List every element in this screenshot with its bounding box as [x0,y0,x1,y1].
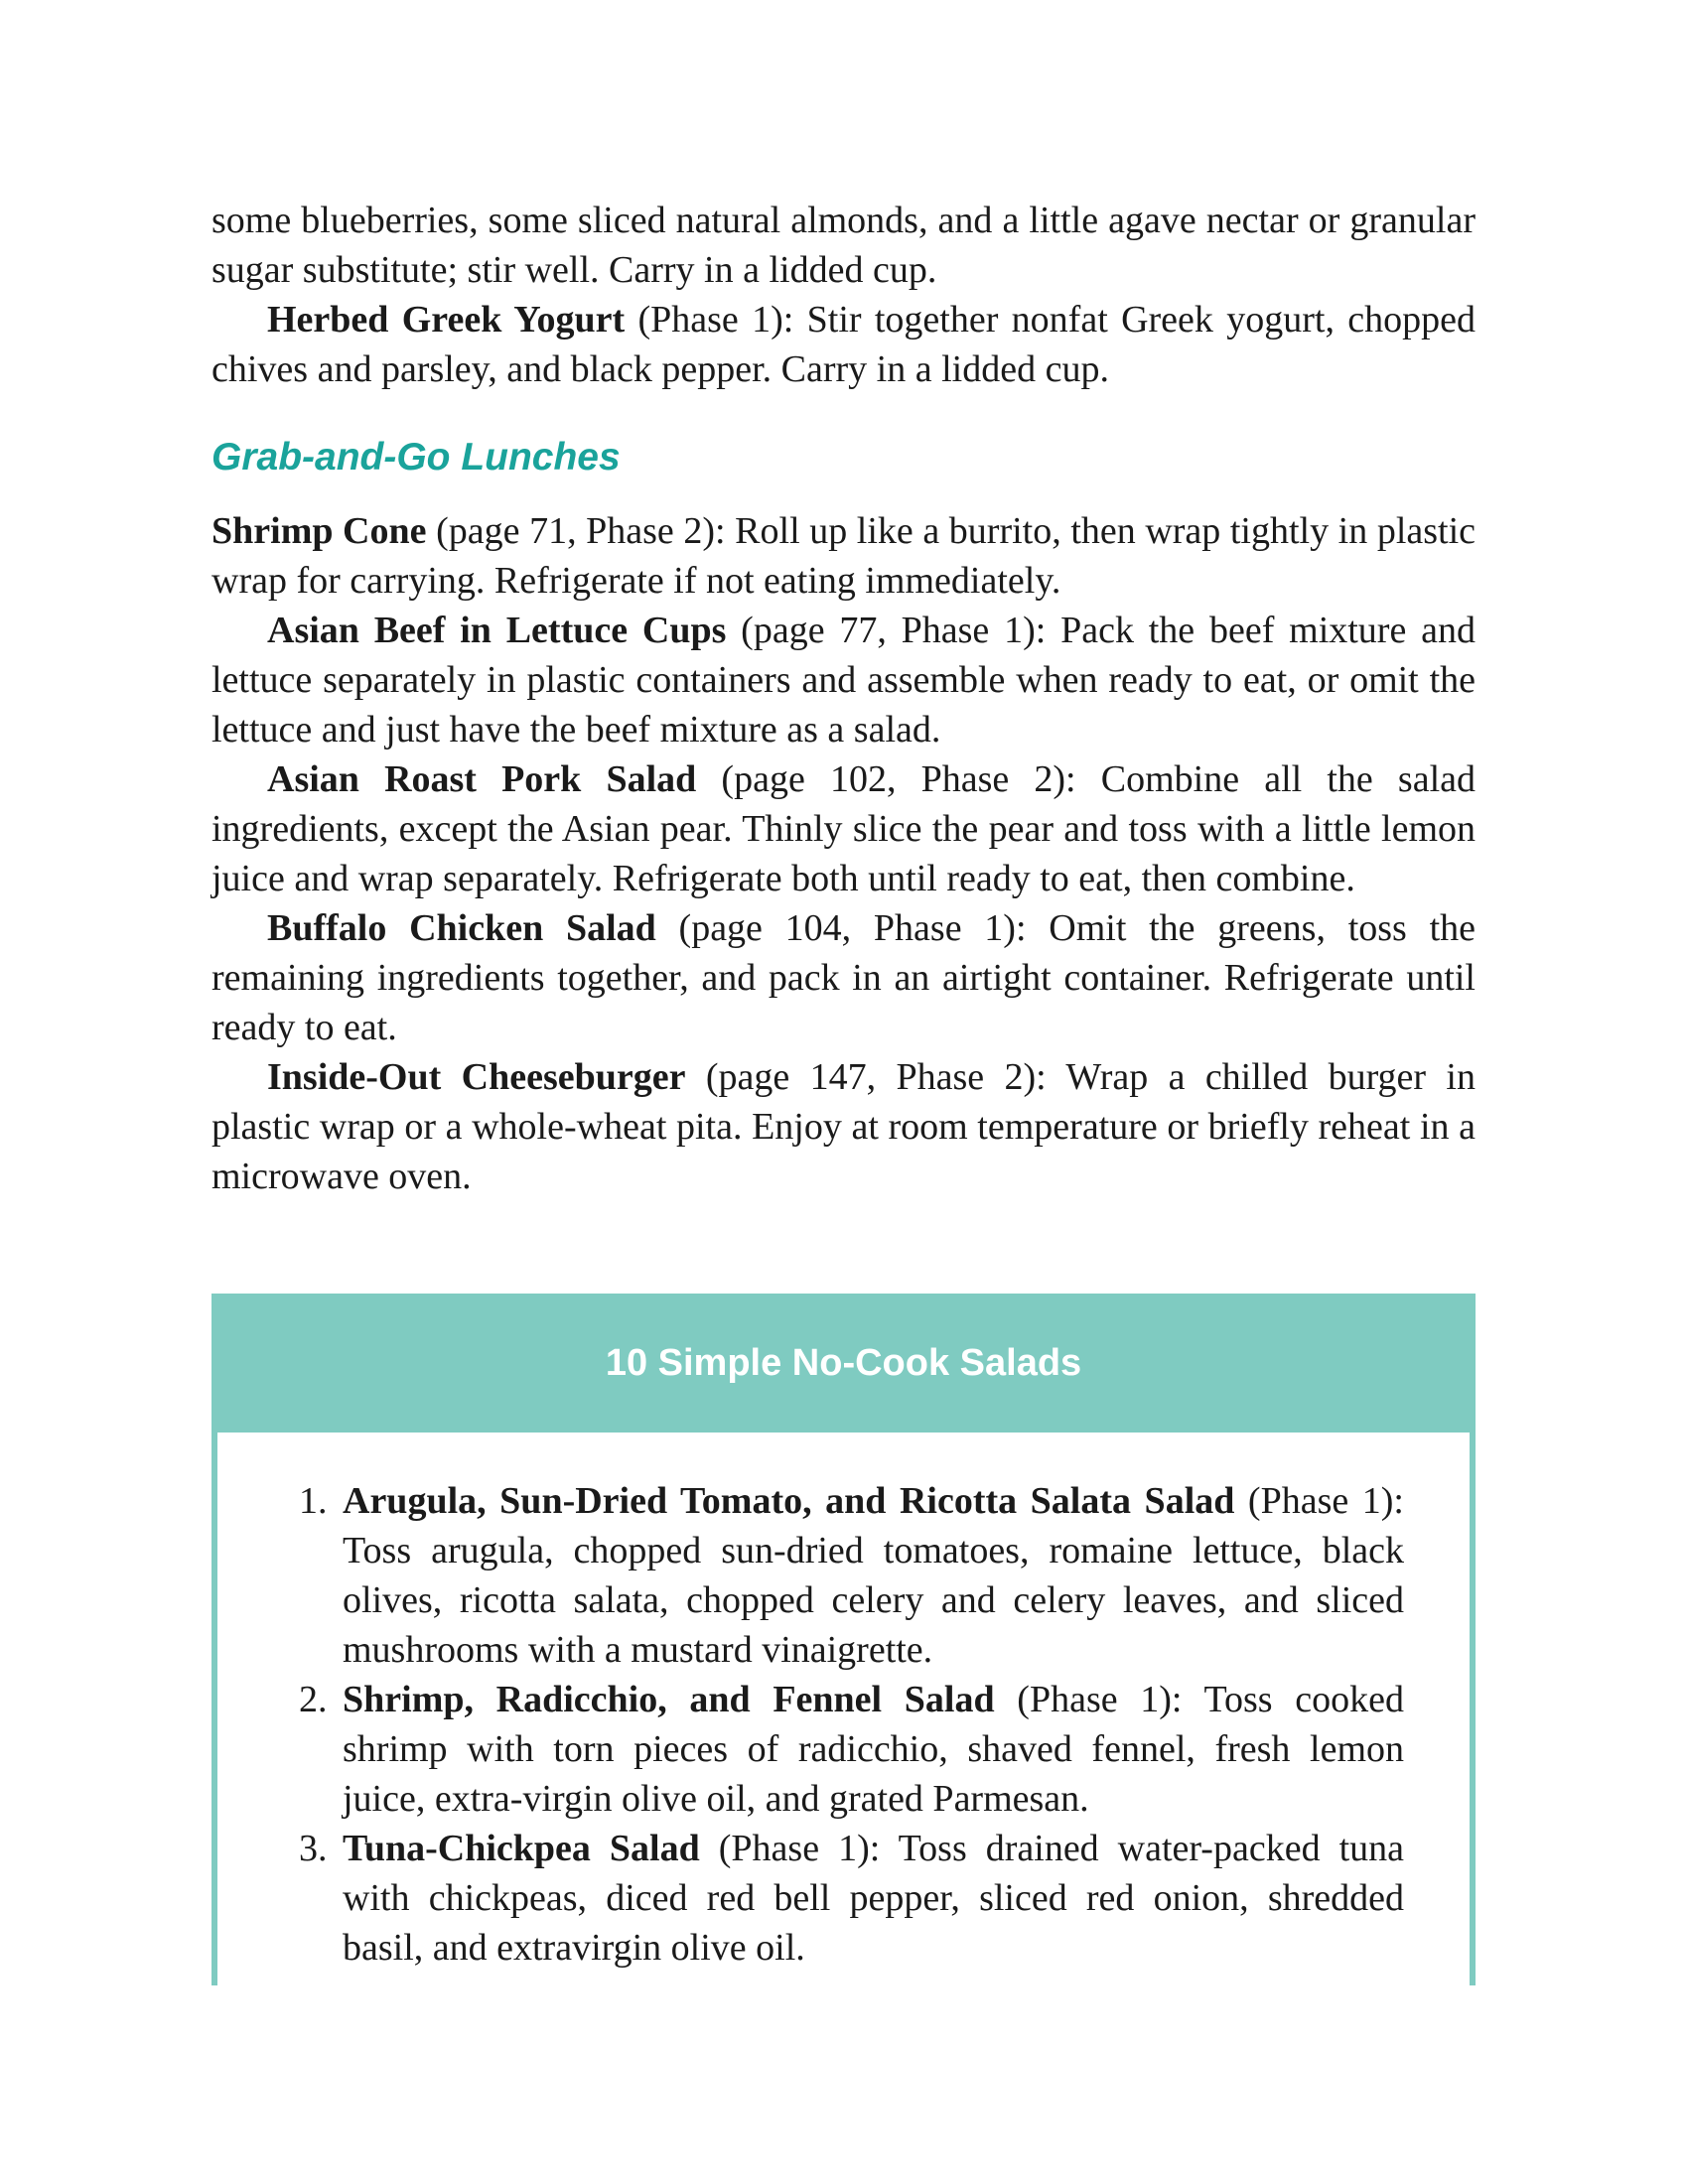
recipe-name: Inside-Out Cheeseburger [267,1056,686,1098]
item-number: 1. [299,1480,328,1522]
recipe-text: (page 104, Phase 1): Omit the greens, toss the remaining ingredients together, and pack in an airtight container. Refrigerate until ready to eat. [211,907,1476,1048]
lunch-item [211,754,1476,903]
salad-text: (Phase 1): Toss cooked shrimp with torn pieces of radicchio, shaved fennel, fresh lemon juice, extra-virgin olive oil, and grated Parmesan. [343,1679,1405,1820]
list-item [301,1675,1404,1824]
list-item [301,1476,1404,1675]
intro-paragraph: some blueberries, some sliced natural almonds, and a little agave nectar or granular sugar substitute; stir well. Carry in a lidded cup. [211,200,1476,291]
recipe-name: Herbed Greek Yogurt [267,299,626,341]
salad-name: Shrimp, Radicchio, and Fennel Salad [343,1679,995,1720]
salad-name: Tuna-Chickpea Salad [343,1828,700,1869]
recipe-name: Asian Beef in Lettuce Cups [267,610,727,651]
recipe-text: (Phase 1): Stir together nonfat Greek yogurt, chopped chives and parsley, and black pepper. Carry in a lidded cup. [211,299,1476,390]
item-number: 2. [299,1679,328,1720]
item-number: 3. [299,1828,328,1869]
lunch-item [211,903,1476,1052]
recipe-text: (page 147, Phase 2): Wrap a chilled burger in plastic wrap or a whole-wheat pita. Enjoy at room temperature or briefly reheat in a microwave oven. [211,1056,1476,1197]
salad-list [301,1476,1404,1973]
list-item [301,1824,1404,1973]
recipe-text: (page 77, Phase 1): Pack the beef mixture and lettuce separately in plastic containers and assemble when ready to eat, or omit the lettuce and just have the beef mixture as a salad. [211,610,1476,751]
sidebar-header [211,1294,1476,1433]
herbed-yogurt-paragraph [211,295,1476,394]
recipe-name: Shrimp Cone [211,510,427,552]
recipe-text: (page 71, Phase 2): Roll up like a burrito, then wrap tightly in plastic wrap for carrying. Refrigerate if not eating immediately. [211,510,1477,602]
lunch-item [211,1052,1476,1201]
recipe-name: Asian Roast Pork Salad [267,758,697,800]
salad-text: (Phase 1): Toss arugula, chopped sun-dried tomatoes, romaine lettuce, black olives, ricotta salata, chopped celery and celery leaves, and sliced mushrooms with a mustard vinaigrette. [343,1480,1404,1671]
page-body [211,196,1476,1201]
recipe-name: Buffalo Chicken Salad [267,907,656,949]
lunch-item [211,606,1476,754]
lunch-item [211,506,1476,606]
salad-name: Arugula, Sun-Dried Tomato, and Ricotta Salata Salad [343,1480,1235,1522]
sidebar-title: 10 Simple No-Cook Salads [605,1341,1082,1384]
section-heading: Grab-and-Go Lunches [211,436,621,478]
salads-sidebar-box [211,1294,1476,1985]
salad-text: (Phase 1): Toss drained water-packed tuna with chickpeas, diced red bell pepper, sliced red onion, shredded basil, and extravirgin olive oil. [343,1828,1404,1969]
recipe-text: (page 102, Phase 2): Combine all the salad ingredients, except the Asian pear. Thinly slice the pear and toss with a little lemon juice and wrap separately. Refrigerate both until ready to eat, then combine. [211,758,1476,899]
